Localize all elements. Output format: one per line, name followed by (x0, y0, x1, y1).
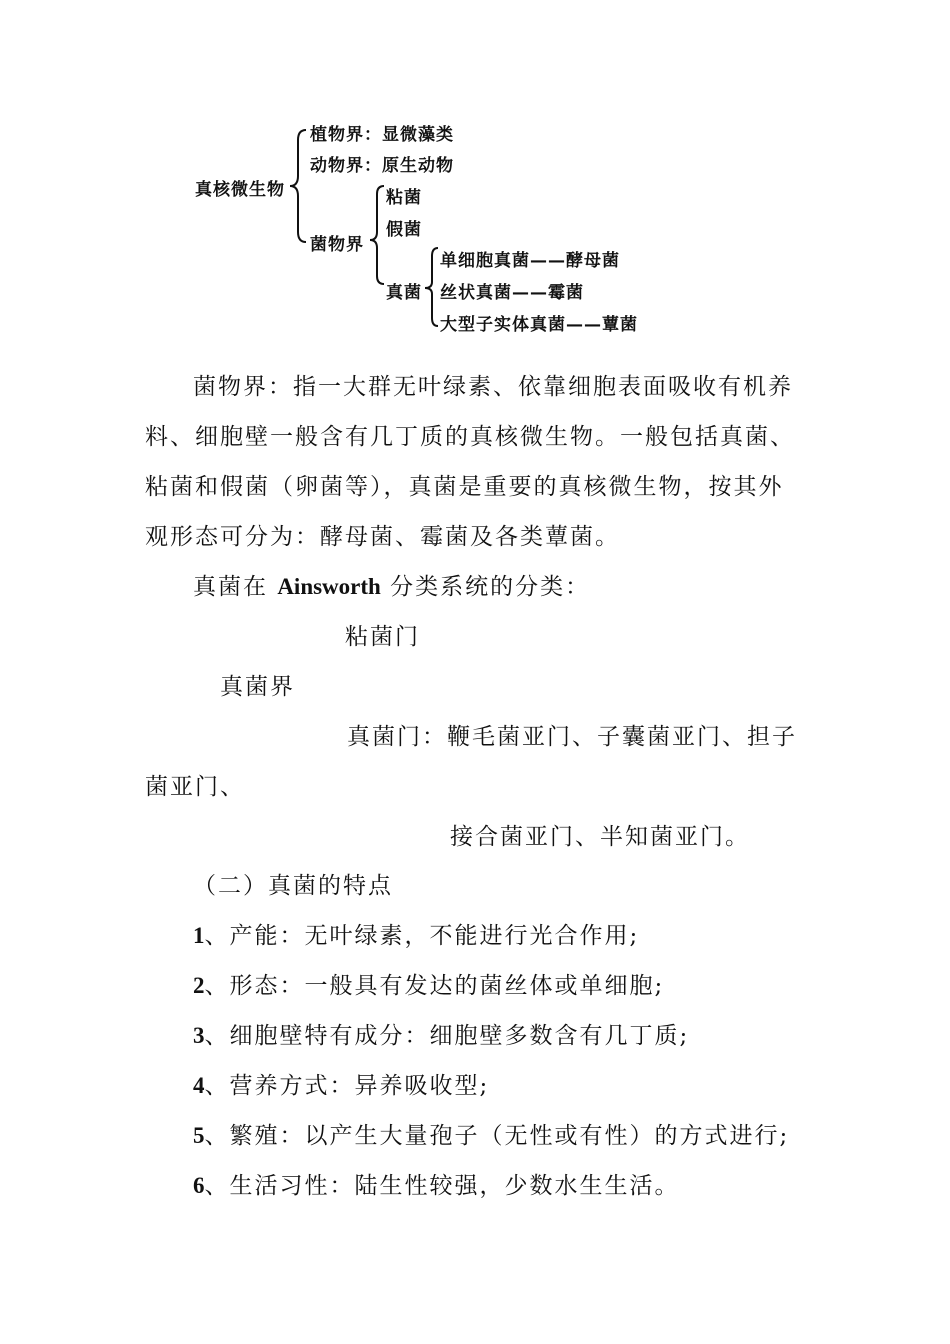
brace-true-fungi (422, 246, 442, 328)
feature-item: 1、产能：无叶绿素，不能进行光合作用; (193, 923, 640, 949)
tree-fungi-kingdom: 菌物界 (310, 235, 364, 255)
fungi-phylum-line-3: 接合菌亚门、半知菌亚门。 (450, 824, 750, 850)
section-title: （二）真菌的特点 (193, 873, 393, 899)
feature-item: 3、细胞壁特有成分：细胞壁多数含有几丁质; (193, 1023, 690, 1049)
tree-pseudo-fungi: 假菌 (386, 220, 422, 240)
fungi-phylum-line-2: 菌亚门、 (145, 774, 245, 800)
tree-true-fungi: 真菌 (386, 283, 422, 303)
intro-line-2: 料、细胞壁一般含有几丁质的真核微生物。一般包括真菌、 (145, 424, 795, 450)
brace-root (286, 128, 310, 244)
tree-slime-mold: 粘菌 (386, 188, 422, 208)
tree-macro: 大型子实体真菌——蕈菌 (440, 315, 638, 335)
feature-item: 5、繁殖：以产生大量孢子（无性或有性）的方式进行; (193, 1123, 790, 1149)
feature-item: 2、形态：一般具有发达的菌丝体或单细胞; (193, 973, 665, 999)
tree-animal: 动物界：原生动物 (310, 156, 454, 176)
intro-line-4: 观形态可分为：酵母菌、霉菌及各类蕈菌。 (145, 524, 620, 550)
fungi-kingdom-label: 真菌界 (220, 674, 295, 700)
intro-line-1: 菌物界：指一大群无叶绿素、依靠细胞表面吸收有机养 (193, 374, 793, 400)
tree-unicellular: 单细胞真菌——酵母菌 (440, 251, 620, 271)
tree-plant: 植物界：显微藻类 (310, 125, 454, 145)
brace-fungi (366, 184, 388, 286)
slime-phylum: 粘菌门 (345, 624, 420, 650)
fungi-phylum-line-1: 真菌门：鞭毛菌亚门、子囊菌亚门、担子 (347, 724, 797, 750)
feature-item: 6、生活习性：陆生性较强，少数水生生活。 (193, 1173, 680, 1199)
feature-item: 4、营养方式：异养吸收型; (193, 1073, 490, 1099)
intro-line-3: 粘菌和假菌（卵菌等），真菌是重要的真核微生物，按其外 (145, 474, 784, 500)
tree-filamentous: 丝状真菌——霉菌 (440, 283, 584, 303)
ainsworth-line: 真菌在 Ainsworth 分类系统的分类： (193, 574, 591, 600)
tree-root: 真核微生物 (195, 180, 285, 200)
